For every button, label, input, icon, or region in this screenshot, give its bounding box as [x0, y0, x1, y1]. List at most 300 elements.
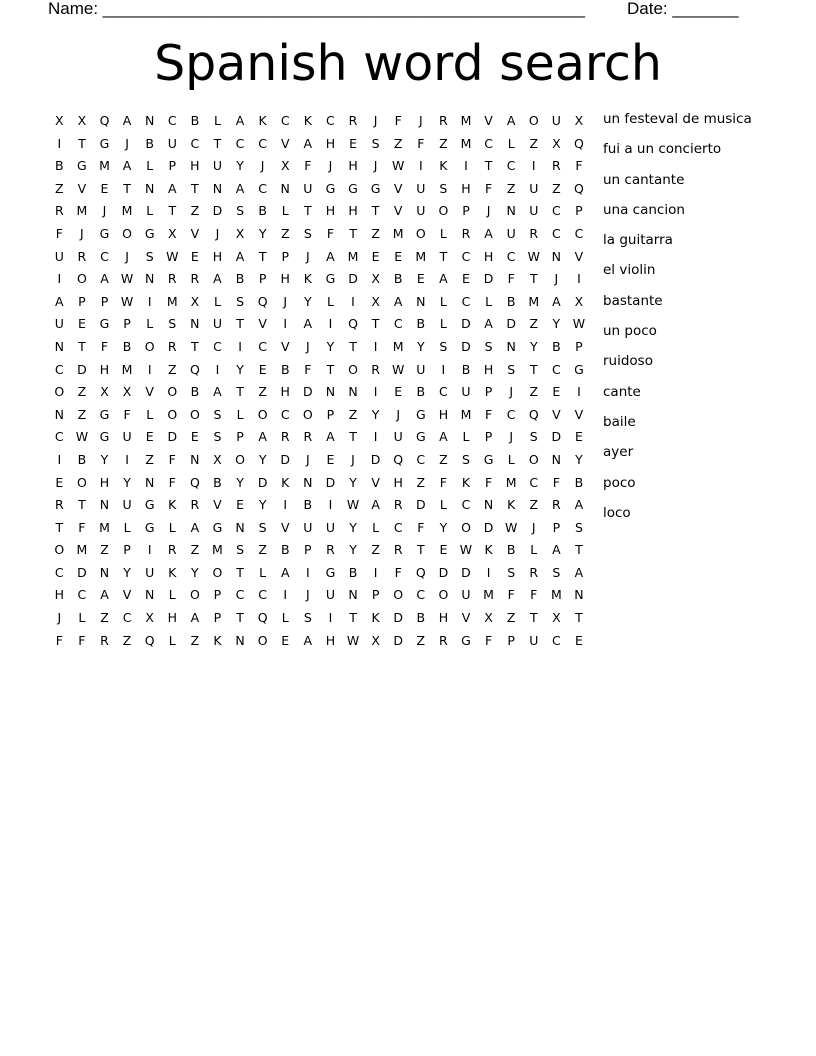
- grid-letter: Y: [552, 316, 561, 332]
- grid-letter: K: [168, 497, 177, 513]
- grid-letter: U: [506, 225, 516, 241]
- grid-letter: G: [99, 406, 110, 422]
- grid-letter: L: [485, 293, 493, 309]
- grid-letter: Z: [167, 361, 177, 377]
- grid-letter: H: [212, 248, 223, 264]
- grid-letter: G: [212, 519, 223, 535]
- grid-letter: T: [123, 180, 131, 196]
- grid-letter: C: [326, 113, 335, 128]
- grid-letter: C: [122, 610, 132, 626]
- grid-letter: E: [77, 316, 86, 332]
- grid-letter: H: [325, 203, 336, 219]
- grid-letter: L: [123, 519, 131, 535]
- grid-letter: D: [506, 316, 516, 332]
- grid-letter: X: [167, 225, 177, 241]
- grid-letter: C: [506, 406, 516, 422]
- grid-letter: A: [213, 271, 222, 287]
- grid-letter: I: [577, 384, 581, 400]
- grid-letter: V: [574, 406, 584, 422]
- grid-letter: D: [212, 203, 223, 219]
- grid-letter: J: [373, 113, 378, 128]
- grid-letter: P: [78, 293, 86, 309]
- grid-letter: Y: [123, 474, 131, 490]
- grid-letter: O: [302, 406, 313, 422]
- grid-letter: G: [77, 158, 87, 174]
- grid-letter: R: [167, 542, 177, 558]
- grid-letter: T: [529, 610, 538, 626]
- grid-letter: D: [370, 451, 381, 467]
- grid-letter: K: [371, 610, 380, 626]
- grid-letter: J: [260, 158, 265, 174]
- grid-letter: X: [213, 451, 222, 467]
- grid-letter: T: [191, 338, 199, 354]
- grid-letter: Y: [371, 406, 380, 422]
- grid-letter: I: [418, 158, 423, 174]
- grid-letter: Z: [122, 632, 132, 648]
- grid-letter: Y: [258, 225, 267, 241]
- grid-letter: X: [122, 384, 132, 400]
- grid-letter: T: [439, 248, 448, 264]
- grid-letter: P: [575, 338, 583, 354]
- grid-letter: X: [371, 632, 380, 648]
- grid-letter: C: [416, 451, 426, 467]
- grid-letter: M: [347, 248, 359, 264]
- grid-letter: U: [325, 519, 335, 535]
- grid-letter: N: [99, 497, 110, 513]
- grid-letter: F: [439, 474, 447, 490]
- grid-letter: A: [122, 158, 132, 174]
- grid-letter: F: [417, 519, 425, 535]
- grid-letter: X: [100, 384, 109, 400]
- grid-letter: L: [168, 519, 176, 535]
- grid-letter: C: [393, 519, 403, 535]
- grid-letter: A: [303, 632, 313, 648]
- grid-letter: B: [416, 384, 426, 400]
- grid-letter: M: [99, 158, 110, 174]
- grid-letter: Y: [123, 564, 131, 580]
- grid-letter: U: [416, 180, 426, 196]
- grid-letter: Q: [574, 135, 584, 151]
- grid-letter: C: [77, 587, 87, 603]
- grid-letter: K: [258, 113, 267, 128]
- grid-letter: X: [77, 113, 87, 128]
- grid-letter: Y: [236, 361, 244, 377]
- grid-letter: L: [146, 203, 154, 219]
- grid-letter: R: [190, 497, 200, 513]
- grid-letter: B: [393, 271, 403, 287]
- grid-letter: U: [122, 429, 132, 445]
- grid-letter: N: [235, 632, 245, 648]
- grid-letter: F: [530, 587, 538, 603]
- grid-letter: M: [460, 406, 472, 422]
- grid-letter: R: [393, 497, 403, 513]
- grid-letter: S: [371, 135, 380, 151]
- grid-letter: B: [552, 338, 561, 354]
- grid-letter: D: [280, 451, 291, 467]
- grid-letter: I: [283, 316, 288, 332]
- grid-letter: L: [146, 316, 154, 332]
- grid-letter: L: [168, 587, 176, 603]
- grid-letter: U: [551, 113, 561, 128]
- grid-letter: U: [325, 587, 335, 603]
- grid-letter: S: [484, 338, 493, 354]
- grid-letter: P: [575, 203, 583, 219]
- grid-letter: J: [102, 203, 107, 219]
- grid-letter: N: [144, 113, 155, 128]
- grid-letter: T: [78, 135, 86, 151]
- grid-letter: H: [483, 361, 494, 377]
- word-list-item: loco: [603, 504, 631, 521]
- grid-letter: B: [122, 338, 132, 354]
- grid-letter: N: [212, 180, 223, 196]
- grid-letter: B: [348, 564, 358, 580]
- grid-letter: O: [528, 113, 539, 128]
- grid-letter: W: [459, 542, 473, 558]
- grid-letter: B: [235, 271, 245, 287]
- grid-letter: D: [348, 271, 358, 287]
- grid-letter: V: [77, 180, 87, 196]
- grid-letter: M: [212, 542, 223, 558]
- grid-letter: L: [259, 564, 267, 580]
- grid-letter: D: [415, 497, 426, 513]
- grid-letter: S: [236, 542, 245, 558]
- grid-letter: E: [349, 135, 357, 151]
- grid-letter: H: [325, 632, 336, 648]
- grid-letter: A: [552, 542, 561, 558]
- grid-letter: I: [328, 497, 333, 513]
- word-list-item: poco: [603, 474, 636, 491]
- word-list-item: baile: [603, 413, 636, 430]
- grid-letter: G: [483, 451, 494, 467]
- word-list-item: ruidoso: [603, 353, 653, 370]
- grid-letter: Y: [416, 338, 425, 354]
- grid-letter: Y: [349, 519, 357, 535]
- grid-letter: J: [57, 610, 62, 626]
- grid-letter: M: [528, 293, 540, 309]
- grid-letter: V: [552, 406, 561, 422]
- grid-letter: R: [552, 497, 561, 513]
- grid-letter: Z: [416, 632, 426, 648]
- grid-letter: H: [167, 610, 177, 626]
- grid-letter: A: [574, 564, 584, 580]
- grid-letter: S: [236, 203, 245, 219]
- grid-letter: B: [280, 361, 290, 377]
- grid-letter: S: [145, 248, 154, 264]
- grid-letter: O: [415, 225, 426, 241]
- grid-letter: N: [54, 406, 64, 422]
- grid-letter: O: [189, 587, 200, 603]
- grid-letter: Z: [439, 451, 448, 467]
- grid-letter: F: [484, 632, 493, 648]
- grid-letter: O: [167, 384, 178, 400]
- grid-letter: D: [438, 564, 449, 580]
- grid-letter: T: [78, 497, 86, 513]
- grid-letter: E: [236, 497, 244, 513]
- grid-letter: T: [168, 203, 177, 219]
- grid-letter: A: [235, 113, 245, 128]
- grid-letter: F: [507, 271, 515, 287]
- grid-letter: I: [147, 542, 152, 558]
- grid-letter: F: [326, 225, 335, 241]
- grid-letter: O: [257, 632, 268, 648]
- grid-letter: B: [280, 542, 290, 558]
- grid-letter: R: [371, 361, 380, 377]
- grid-letter: C: [529, 474, 539, 490]
- grid-letter: Y: [304, 293, 312, 309]
- grid-letter: I: [328, 316, 333, 332]
- grid-letter: O: [461, 519, 471, 535]
- grid-letter: U: [393, 429, 403, 445]
- grid-letter: V: [258, 316, 267, 332]
- grid-letter: H: [438, 406, 449, 422]
- grid-letter: I: [215, 361, 220, 377]
- grid-letter: P: [213, 610, 222, 626]
- grid-letter: X: [55, 113, 64, 128]
- grid-letter: L: [530, 542, 538, 558]
- grid-letter: N: [280, 180, 290, 196]
- grid-letter: U: [303, 519, 313, 535]
- grid-letter: Q: [528, 406, 539, 422]
- grid-letter: I: [125, 451, 129, 467]
- grid-letter: S: [168, 316, 177, 332]
- grid-letter: H: [348, 158, 358, 174]
- grid-letter: C: [100, 248, 109, 264]
- grid-letter: N: [551, 248, 562, 264]
- grid-letter: G: [415, 429, 426, 445]
- grid-letter: C: [484, 135, 493, 151]
- grid-letter: J: [125, 135, 129, 151]
- grid-letter: Q: [144, 632, 155, 648]
- grid-letter: A: [326, 429, 335, 445]
- grid-letter: U: [416, 361, 426, 377]
- grid-letter: H: [54, 587, 64, 603]
- grid-letter: A: [303, 316, 313, 332]
- grid-letter: E: [552, 384, 561, 400]
- header: [48, 0, 768, 21]
- grid-letter: G: [348, 180, 358, 196]
- grid-letter: X: [552, 135, 561, 151]
- grid-letter: T: [236, 384, 244, 400]
- grid-letter: L: [462, 429, 470, 445]
- grid-letter: A: [506, 113, 516, 128]
- grid-letter: H: [280, 384, 290, 400]
- grid-letter: K: [168, 564, 177, 580]
- grid-letter: S: [303, 610, 312, 626]
- grid-letter: V: [280, 338, 290, 354]
- grid-letter: Z: [506, 610, 516, 626]
- grid-letter: R: [190, 271, 200, 287]
- grid-letter: W: [572, 316, 586, 332]
- grid-letter: F: [552, 474, 560, 490]
- grid-letter: Z: [77, 406, 87, 422]
- grid-letter: G: [325, 564, 336, 580]
- word-list: [603, 109, 803, 533]
- grid-letter: T: [529, 271, 538, 287]
- grid-letter: F: [304, 361, 312, 377]
- grid-letter: S: [213, 406, 222, 422]
- grid-letter: B: [213, 474, 222, 490]
- grid-letter: O: [167, 406, 178, 422]
- grid-letter: B: [190, 113, 200, 128]
- grid-letter: Z: [529, 384, 539, 400]
- grid-letter: C: [54, 361, 64, 377]
- grid-letter: R: [439, 632, 448, 648]
- grid-letter: G: [99, 225, 110, 241]
- grid-letter: I: [328, 610, 333, 626]
- grid-letter: U: [145, 564, 155, 580]
- grid-letter: Q: [348, 316, 358, 332]
- grid-letter: Y: [191, 564, 199, 580]
- grid-letter: D: [325, 474, 336, 490]
- grid-letter: L: [78, 610, 86, 626]
- grid-letter: O: [212, 564, 223, 580]
- grid-letter: L: [439, 225, 447, 241]
- grid-letter: C: [551, 225, 561, 241]
- grid-letter: A: [439, 271, 448, 287]
- grid-letter: N: [54, 338, 64, 354]
- grid-letter: S: [529, 429, 538, 445]
- grid-letter: P: [100, 293, 109, 309]
- grid-letter: D: [461, 338, 471, 354]
- grid-letter: Y: [258, 451, 267, 467]
- grid-letter: R: [54, 497, 64, 513]
- grid-letter: H: [99, 361, 110, 377]
- grid-letter: E: [190, 248, 199, 264]
- grid-letter: A: [280, 564, 290, 580]
- grid-letter: M: [76, 542, 88, 558]
- grid-letter: C: [258, 587, 267, 603]
- grid-letter: O: [393, 587, 404, 603]
- grid-letter: L: [146, 406, 154, 422]
- grid-letter: X: [280, 158, 290, 174]
- grid-letter: B: [303, 497, 313, 513]
- grid-letter: N: [235, 519, 245, 535]
- grid-letter: Z: [258, 384, 267, 400]
- grid-letter: H: [280, 271, 290, 287]
- grid-letter: B: [145, 135, 154, 151]
- grid-letter: C: [280, 406, 290, 422]
- grid-letter: I: [238, 338, 242, 354]
- grid-letter: I: [577, 271, 581, 287]
- grid-letter: Z: [280, 225, 290, 241]
- grid-letter: D: [77, 361, 87, 377]
- grid-letter: U: [529, 180, 539, 196]
- grid-letter: K: [461, 474, 471, 490]
- grid-letter: F: [575, 158, 583, 174]
- grid-letter: C: [258, 180, 267, 196]
- grid-letter: S: [462, 451, 470, 467]
- grid-letter: C: [551, 632, 561, 648]
- grid-letter: T: [213, 135, 222, 151]
- grid-letter: J: [125, 248, 129, 264]
- grid-letter: E: [145, 429, 154, 445]
- grid-letter: T: [529, 361, 538, 377]
- grid-letter: U: [416, 203, 426, 219]
- grid-letter: I: [57, 451, 62, 467]
- grid-letter: A: [190, 519, 200, 535]
- grid-letter: F: [304, 158, 312, 174]
- grid-letter: I: [486, 564, 491, 580]
- grid-letter: R: [461, 225, 471, 241]
- grid-letter: Z: [100, 610, 109, 626]
- grid-letter: U: [212, 316, 223, 332]
- grid-letter: E: [439, 542, 448, 558]
- grid-letter: N: [303, 474, 313, 490]
- grid-letter: X: [145, 610, 154, 626]
- grid-letter: G: [325, 180, 336, 196]
- grid-letter: J: [486, 203, 491, 219]
- grid-letter: T: [575, 542, 583, 558]
- grid-letter: R: [167, 271, 177, 287]
- grid-letter: Q: [189, 361, 200, 377]
- grid-letter: W: [527, 248, 540, 264]
- grid-letter: B: [506, 542, 516, 558]
- grid-letter: C: [167, 113, 177, 128]
- grid-letter: A: [100, 587, 109, 603]
- grid-letter: I: [305, 564, 310, 580]
- grid-letter: I: [351, 293, 355, 309]
- grid-letter: F: [394, 564, 402, 580]
- word-list-item: ayer: [603, 444, 634, 461]
- grid-letter: X: [574, 293, 584, 309]
- grid-letter: S: [507, 361, 516, 377]
- grid-letter: A: [371, 497, 380, 513]
- grid-letter: Z: [348, 406, 358, 422]
- grid-letter: Y: [326, 338, 335, 354]
- grid-letter: L: [281, 610, 289, 626]
- grid-letter: W: [120, 271, 134, 287]
- grid-letter: B: [461, 361, 471, 377]
- grid-letter: Z: [100, 542, 109, 558]
- grid-letter: H: [461, 180, 471, 196]
- word-list-item: un festeval de musica: [603, 111, 752, 127]
- grid-letter: G: [461, 632, 471, 648]
- word-list-item: un poco: [603, 323, 657, 340]
- grid-letter: O: [76, 271, 87, 287]
- grid-letter: D: [461, 564, 471, 580]
- grid-letter: M: [121, 203, 133, 219]
- grid-letter: Z: [506, 180, 516, 196]
- grid-letter: J: [305, 587, 310, 603]
- grid-letter: Z: [371, 542, 380, 558]
- grid-letter: M: [505, 474, 517, 490]
- grid-letter: I: [373, 564, 378, 580]
- grid-letter: P: [484, 384, 493, 400]
- grid-letter: K: [507, 497, 516, 513]
- grid-letter: J: [283, 293, 288, 309]
- grid-letter: B: [574, 474, 584, 490]
- grid-letter: J: [554, 271, 559, 287]
- grid-letter: U: [529, 203, 539, 219]
- grid-letter: C: [439, 384, 448, 400]
- grid-letter: N: [99, 564, 110, 580]
- grid-letter: M: [76, 203, 88, 219]
- grid-letter: N: [144, 180, 155, 196]
- grid-letter: V: [574, 248, 584, 264]
- grid-letter: E: [190, 429, 199, 445]
- grid-letter: D: [167, 429, 178, 445]
- grid-letter: H: [190, 158, 200, 174]
- grid-letter: G: [99, 429, 110, 445]
- grid-letter: L: [326, 293, 334, 309]
- grid-letter: T: [191, 180, 199, 196]
- grid-letter: U: [54, 248, 64, 264]
- grid-letter: F: [100, 338, 109, 354]
- letter-grid: [48, 110, 590, 652]
- grid-letter: Q: [574, 180, 584, 196]
- grid-letter: W: [166, 248, 179, 264]
- grid-letter: G: [144, 519, 155, 535]
